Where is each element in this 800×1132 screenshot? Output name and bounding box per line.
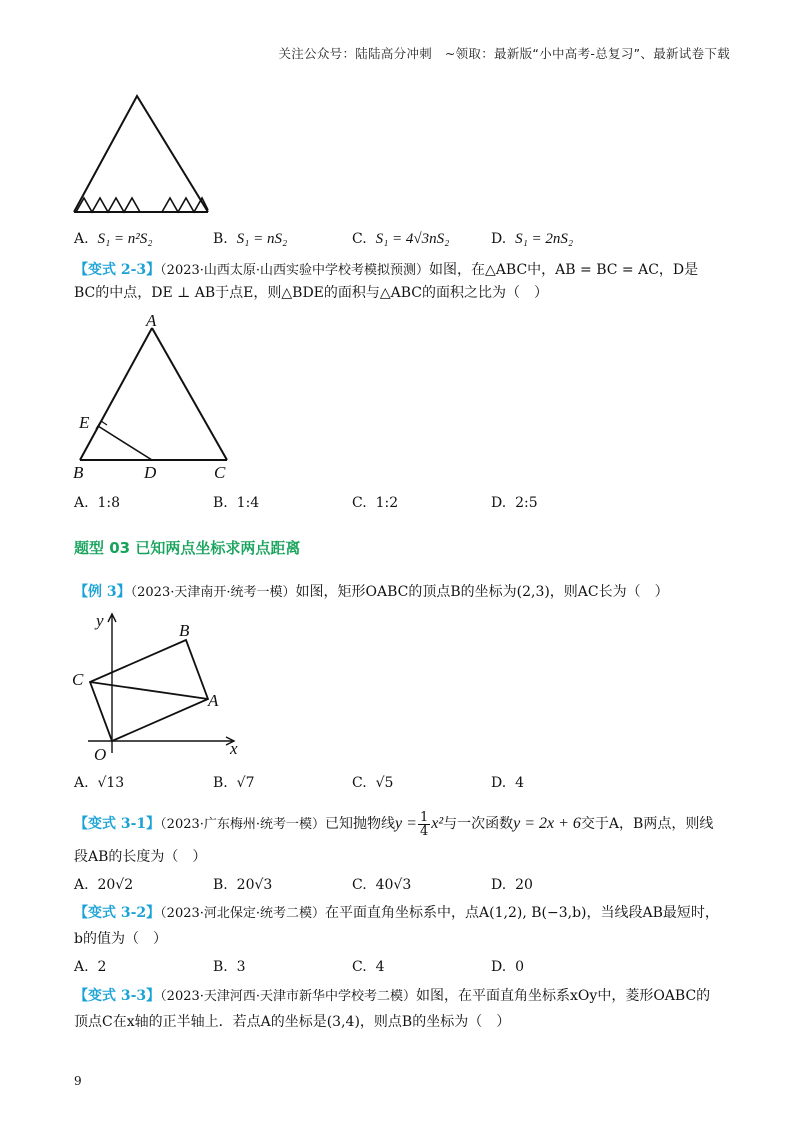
label-b: B <box>179 621 190 640</box>
option-d[interactable]: D. 20 <box>491 877 533 893</box>
question-2-3: 【变式 2-3】（2023·山西太原·山西实验中学校考模拟预测）如图，在△ABC中，AB = BC = AC，D是 <box>74 262 699 278</box>
question-tag: 【变式 3-1】 <box>74 816 161 832</box>
fraction: $\frac{1}{4}$ <box>419 809 429 839</box>
label-d: D <box>144 463 157 480</box>
option-a[interactable]: A. 2 <box>74 959 107 975</box>
label-o: O <box>94 745 107 764</box>
option-b[interactable]: B. 1:4 <box>213 495 260 511</box>
question-3-2: 【变式 3-2】（2023·河北保定·统考二模）在平面直角坐标系中，点A(1,2), B(−3,b)，当线段AB最短时， <box>74 905 719 921</box>
option-b[interactable]: B. S₁ = nS₂ <box>213 231 288 247</box>
option-d[interactable]: D. 4 <box>491 775 525 791</box>
label-a: A <box>146 311 157 330</box>
label-a: A <box>208 691 219 710</box>
question-tag: 【变式 2-3】 <box>74 262 161 278</box>
option-c[interactable]: C. S₁ = 4√3nS₂ <box>352 231 450 247</box>
question-2-3-line2: BC的中点，DE ⊥ AB于点E，则△BDE的面积与△ABC的面积之比为（ ） <box>74 285 549 301</box>
label-y: y <box>96 611 104 630</box>
option-b[interactable]: B. √7 <box>213 775 255 791</box>
label-c: C <box>72 670 84 689</box>
question-3-1-line2: 段AB的长度为（ ） <box>74 849 207 865</box>
option-a[interactable]: A. 20√2 <box>74 877 134 893</box>
option-c[interactable]: C. 1:2 <box>352 495 399 511</box>
question-tag: 【例 3】 <box>74 584 131 600</box>
figure-triangle-abc <box>68 310 238 480</box>
option-d[interactable]: D. 2:5 <box>491 495 538 511</box>
label-c: C <box>214 463 226 480</box>
question-3-3-line2: 顶点C在x轴的正半轴上．若点A的坐标是(3,4)，则点B的坐标为（ ） <box>74 1014 511 1030</box>
question-3-2-line2: b的值为（ ） <box>74 931 167 947</box>
section-title: 题型 03 已知两点坐标求两点距离 <box>74 539 301 557</box>
option-b[interactable]: B. 20√3 <box>213 877 273 893</box>
option-c[interactable]: C. 40√3 <box>352 877 412 893</box>
example-3: 【例 3】（2023·天津南开·统考一模）如图，矩形OABC的顶点B的坐标为(2,3)，则AC长为（ ） <box>74 584 669 600</box>
option-c[interactable]: C. √5 <box>352 775 394 791</box>
question-3-3: 【变式 3-3】（2023·天津河西·天津市新华中学校考二模）如图，在平面直角坐标系xOy中，菱形OABC的 <box>74 988 711 1004</box>
option-a[interactable]: A. 1:8 <box>74 495 120 511</box>
question-tag: 【变式 3-2】 <box>74 905 161 921</box>
figure-triangle-zigzag <box>70 92 215 217</box>
option-a[interactable]: A. √13 <box>74 775 125 791</box>
option-b[interactable]: B. 3 <box>213 959 246 975</box>
question-3-1: 【变式 3-1】（2023·广东梅州·统考一模）已知抛物线y = $\frac{1}{4}$ x²与一次函数y = 2x + 6交于A，B两点，则线 <box>74 809 714 839</box>
option-d[interactable]: D. S₁ = 2nS₂ <box>491 231 574 247</box>
figure-rectangle-oabc <box>68 608 258 766</box>
option-c[interactable]: C. 4 <box>352 959 385 975</box>
option-a[interactable]: A. S₁ = n²S₂ <box>74 231 153 247</box>
question-tag: 【变式 3-3】 <box>74 988 161 1004</box>
label-x: x <box>230 739 238 758</box>
page-number: 9 <box>74 1074 82 1088</box>
option-d[interactable]: D. 0 <box>491 959 525 975</box>
label-e: E <box>79 413 90 432</box>
label-b: B <box>73 463 84 480</box>
page-header: 关注公众号：陆陆高分冲刺 ~领取：最新版“小中高考-总复习”、最新试卷下载 <box>278 46 730 61</box>
